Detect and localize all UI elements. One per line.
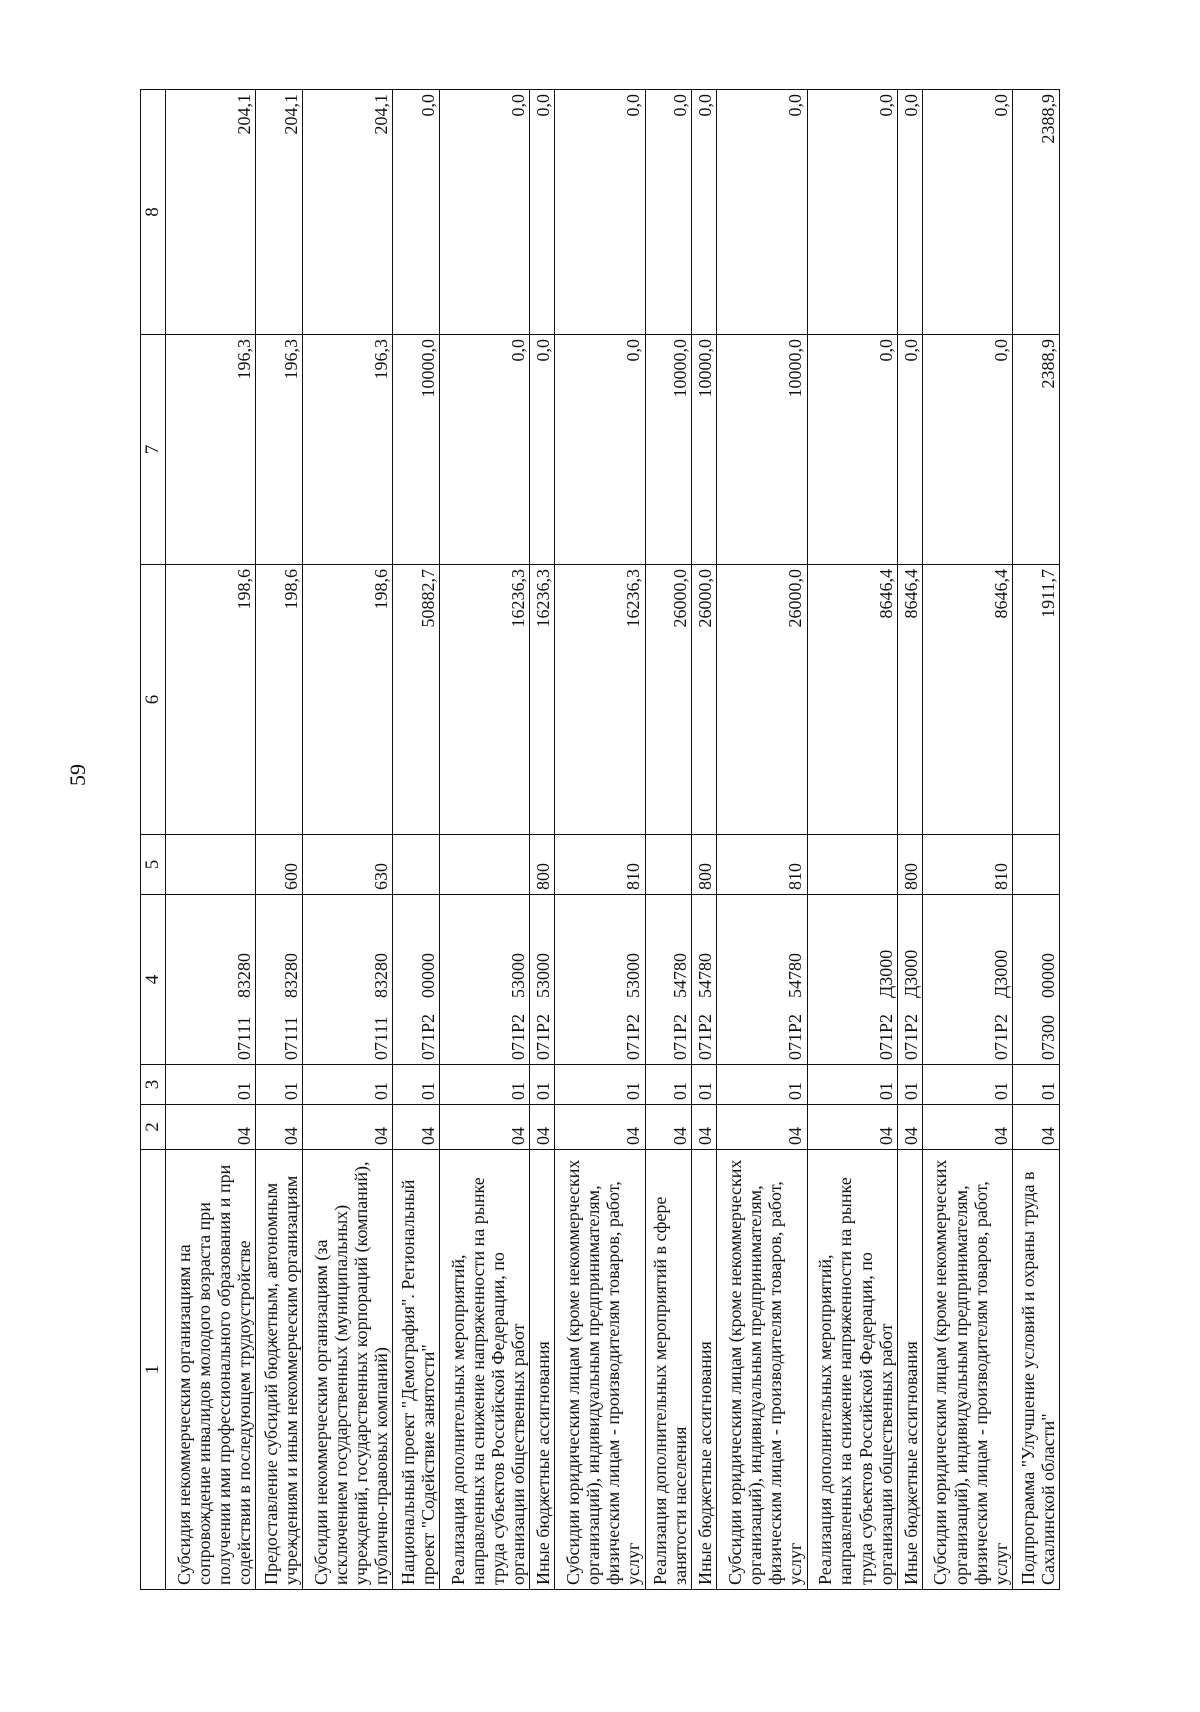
table-row (303, 90, 393, 1590)
amount-col-7: 196,3 (166, 335, 256, 565)
subsection-code: 01 (922, 1065, 1012, 1105)
section-code: 04 (922, 1105, 1012, 1150)
section-code: 04 (692, 1105, 717, 1150)
amount-col-7: 2388,9 (1013, 335, 1060, 565)
program-code: 071P2 (508, 1013, 529, 1060)
amount-col-8: 0,0 (645, 90, 692, 335)
table-row (897, 90, 922, 1590)
direction-code: 54780 (695, 953, 716, 998)
amount-col-7: 0,0 (440, 335, 530, 565)
row-description: Реализация дополнительных мероприятий в сфере занятости населения (645, 1150, 692, 1590)
expense-type-code (807, 835, 897, 895)
row-description: Подпрограмма "Улучшение условий и охраны труда в Сахалинской области" (1013, 1150, 1060, 1590)
col-header-1: 1 (141, 1150, 166, 1590)
target-article-code (555, 895, 645, 1065)
section-code: 04 (256, 1105, 303, 1150)
amount-col-7: 0,0 (807, 335, 897, 565)
row-description: Иные бюджетные ассигнования (897, 1150, 922, 1590)
table-row (807, 90, 897, 1590)
expense-type-code: 800 (692, 835, 717, 895)
subsection-code: 01 (692, 1065, 717, 1105)
table-row (922, 90, 1012, 1590)
table-row (440, 90, 530, 1590)
expense-type-code: 810 (555, 835, 645, 895)
direction-code: Д3000 (875, 949, 896, 998)
expense-type-code (1013, 835, 1060, 895)
row-description: Субсидия некоммерческим организациям на сопровождение инвалидов молодого возраста при получении ими профессионального образования и при содействии в последующем трудоустройстве (166, 1150, 256, 1590)
amount-col-6: 8646,4 (807, 565, 897, 835)
section-code: 04 (555, 1105, 645, 1150)
subsection-code: 01 (1013, 1065, 1060, 1105)
amount-col-7: 0,0 (897, 335, 922, 565)
target-article-code (303, 895, 393, 1065)
expense-type-code: 800 (530, 835, 555, 895)
amount-col-8: 0,0 (555, 90, 645, 335)
subsection-code: 01 (555, 1065, 645, 1105)
direction-code: Д3000 (900, 949, 921, 998)
section-code: 04 (440, 1105, 530, 1150)
target-article-code (166, 895, 256, 1065)
target-article-code (717, 895, 807, 1065)
rotated-page-content (140, 90, 1060, 1590)
section-code: 04 (645, 1105, 692, 1150)
program-code: 071P2 (785, 1013, 806, 1060)
expense-type-code: 600 (256, 835, 303, 895)
expense-type-code: 630 (303, 835, 393, 895)
amount-col-6: 8646,4 (922, 565, 1012, 835)
row-description: Субсидии юридическим лицам (кроме некоммерческих организаций), индивидуальным предпринимателям, физическим лицам - производителям товаров, работ, услуг (555, 1150, 645, 1590)
col-header-4: 4 (141, 895, 166, 1065)
amount-col-8: 0,0 (530, 90, 555, 335)
target-article-code (692, 895, 717, 1065)
program-code: 07111 (371, 1016, 392, 1060)
table-row (645, 90, 692, 1590)
program-code: 071P2 (623, 1013, 644, 1060)
subsection-code: 01 (717, 1065, 807, 1105)
row-description: Субсидии некоммерческим организациям (за исключением государственных (муниципальных) учреждений, государственных корпораций (компаний), публично-правовых компаний) (303, 1150, 393, 1590)
subsection-code: 01 (256, 1065, 303, 1105)
budget-table (140, 89, 1060, 1590)
section-code: 04 (303, 1105, 393, 1150)
amount-col-8: 2388,9 (1013, 90, 1060, 335)
amount-col-6: 16236,3 (440, 565, 530, 835)
section-code: 04 (166, 1105, 256, 1150)
col-header-3: 3 (141, 1065, 166, 1105)
amount-col-8: 204,1 (166, 90, 256, 335)
target-article-code (1013, 895, 1060, 1065)
target-article-code (897, 895, 922, 1065)
direction-code: 53000 (533, 953, 554, 998)
col-header-7: 7 (141, 335, 166, 565)
program-code: 07111 (234, 1016, 255, 1060)
target-article-code (530, 895, 555, 1065)
expense-type-code: 800 (897, 835, 922, 895)
subsection-code: 01 (645, 1065, 692, 1105)
col-header-2: 2 (141, 1105, 166, 1150)
table-row (692, 90, 717, 1590)
amount-col-7: 0,0 (922, 335, 1012, 565)
row-description: Иные бюджетные ассигнования (692, 1150, 717, 1590)
direction-code: 83280 (234, 953, 255, 998)
amount-col-8: 0,0 (922, 90, 1012, 335)
amount-col-7: 0,0 (530, 335, 555, 565)
amount-col-6: 8646,4 (897, 565, 922, 835)
col-header-5: 5 (141, 835, 166, 895)
amount-col-8: 0,0 (440, 90, 530, 335)
program-code: 071P2 (695, 1013, 716, 1060)
amount-col-6: 198,6 (256, 565, 303, 835)
amount-col-7: 0,0 (555, 335, 645, 565)
expense-type-code (645, 835, 692, 895)
table-row (256, 90, 303, 1590)
expense-type-code (393, 835, 440, 895)
direction-code: 83280 (371, 953, 392, 998)
program-code: 071P2 (670, 1013, 691, 1060)
amount-col-7: 10000,0 (717, 335, 807, 565)
amount-col-6: 50882,7 (393, 565, 440, 835)
table-row (530, 90, 555, 1590)
amount-col-8: 0,0 (807, 90, 897, 335)
expense-type-code: 810 (922, 835, 1012, 895)
direction-code: 00000 (1037, 953, 1058, 998)
target-article-code (393, 895, 440, 1065)
amount-col-6: 26000,0 (645, 565, 692, 835)
row-description: Субсидии юридическим лицам (кроме некоммерческих организаций), индивидуальным предпринимателям, физическим лицам - производителям товаров, работ, услуг (717, 1150, 807, 1590)
table-row (166, 90, 256, 1590)
program-code: 071P2 (990, 1013, 1011, 1060)
direction-code: 54780 (670, 953, 691, 998)
amount-col-6: 198,6 (166, 565, 256, 835)
section-code: 04 (393, 1105, 440, 1150)
amount-col-7: 196,3 (303, 335, 393, 565)
expense-type-code: 810 (717, 835, 807, 895)
amount-col-6: 26000,0 (692, 565, 717, 835)
direction-code: 54780 (785, 953, 806, 998)
subsection-code: 01 (530, 1065, 555, 1105)
amount-col-7: 10000,0 (645, 335, 692, 565)
section-code: 04 (717, 1105, 807, 1150)
amount-col-8: 204,1 (303, 90, 393, 335)
row-description: Реализация дополнительных мероприятий, направленных на снижение напряженности на рынке труда субъектов Российской Федерации, по организации общественных работ (807, 1150, 897, 1590)
row-description: Иные бюджетные ассигнования (530, 1150, 555, 1590)
subsection-code: 01 (393, 1065, 440, 1105)
direction-code: 53000 (508, 953, 529, 998)
header-row (141, 90, 166, 1590)
amount-col-7: 10000,0 (692, 335, 717, 565)
page-number: 59 (65, 764, 90, 786)
amount-col-6: 1911,7 (1013, 565, 1060, 835)
amount-col-8: 0,0 (393, 90, 440, 335)
amount-col-8: 0,0 (717, 90, 807, 335)
target-article-code (256, 895, 303, 1065)
section-code: 04 (807, 1105, 897, 1150)
amount-col-7: 196,3 (256, 335, 303, 565)
direction-code: 83280 (280, 953, 301, 998)
table-row (393, 90, 440, 1590)
section-code: 04 (897, 1105, 922, 1150)
row-description: Субсидии юридическим лицам (кроме некоммерческих организаций), индивидуальным предпринимателям, физическим лицам - производителям товаров, работ, услуг (922, 1150, 1012, 1590)
program-code: 071P2 (417, 1013, 438, 1060)
direction-code: 53000 (623, 953, 644, 998)
direction-code: Д3000 (990, 949, 1011, 998)
table-row (555, 90, 645, 1590)
amount-col-6: 16236,3 (530, 565, 555, 835)
program-code: 071P2 (875, 1013, 896, 1060)
amount-col-6: 26000,0 (717, 565, 807, 835)
section-code: 04 (530, 1105, 555, 1150)
direction-code: 00000 (417, 953, 438, 998)
program-code: 07111 (280, 1016, 301, 1060)
target-article-code (645, 895, 692, 1065)
subsection-code: 01 (303, 1065, 393, 1105)
col-header-6: 6 (141, 565, 166, 835)
amount-col-8: 0,0 (692, 90, 717, 335)
target-article-code (922, 895, 1012, 1065)
amount-col-7: 10000,0 (393, 335, 440, 565)
subsection-code: 01 (166, 1065, 256, 1105)
expense-type-code (440, 835, 530, 895)
amount-col-6: 16236,3 (555, 565, 645, 835)
program-code: 07300 (1037, 1015, 1058, 1060)
amount-col-8: 204,1 (256, 90, 303, 335)
subsection-code: 01 (897, 1065, 922, 1105)
section-code: 04 (1013, 1105, 1060, 1150)
row-description: Предоставление субсидий бюджетным, автономным учреждениям и иным некоммерческим организациям (256, 1150, 303, 1590)
program-code: 071P2 (533, 1013, 554, 1060)
col-header-8: 8 (141, 90, 166, 335)
subsection-code: 01 (440, 1065, 530, 1105)
table-row (717, 90, 807, 1590)
expense-type-code (166, 835, 256, 895)
row-description: Реализация дополнительных мероприятий, направленных на снижение напряженности на рынке труда субъектов Российской Федерации, по организации общественных работ (440, 1150, 530, 1590)
amount-col-6: 198,6 (303, 565, 393, 835)
program-code: 071P2 (900, 1013, 921, 1060)
amount-col-8: 0,0 (897, 90, 922, 335)
target-article-code (440, 895, 530, 1065)
subsection-code: 01 (807, 1065, 897, 1105)
target-article-code (807, 895, 897, 1065)
table-row (1013, 90, 1060, 1590)
row-description: Национальный проект "Демография". Региональный проект "Содействие занятости" (393, 1150, 440, 1590)
